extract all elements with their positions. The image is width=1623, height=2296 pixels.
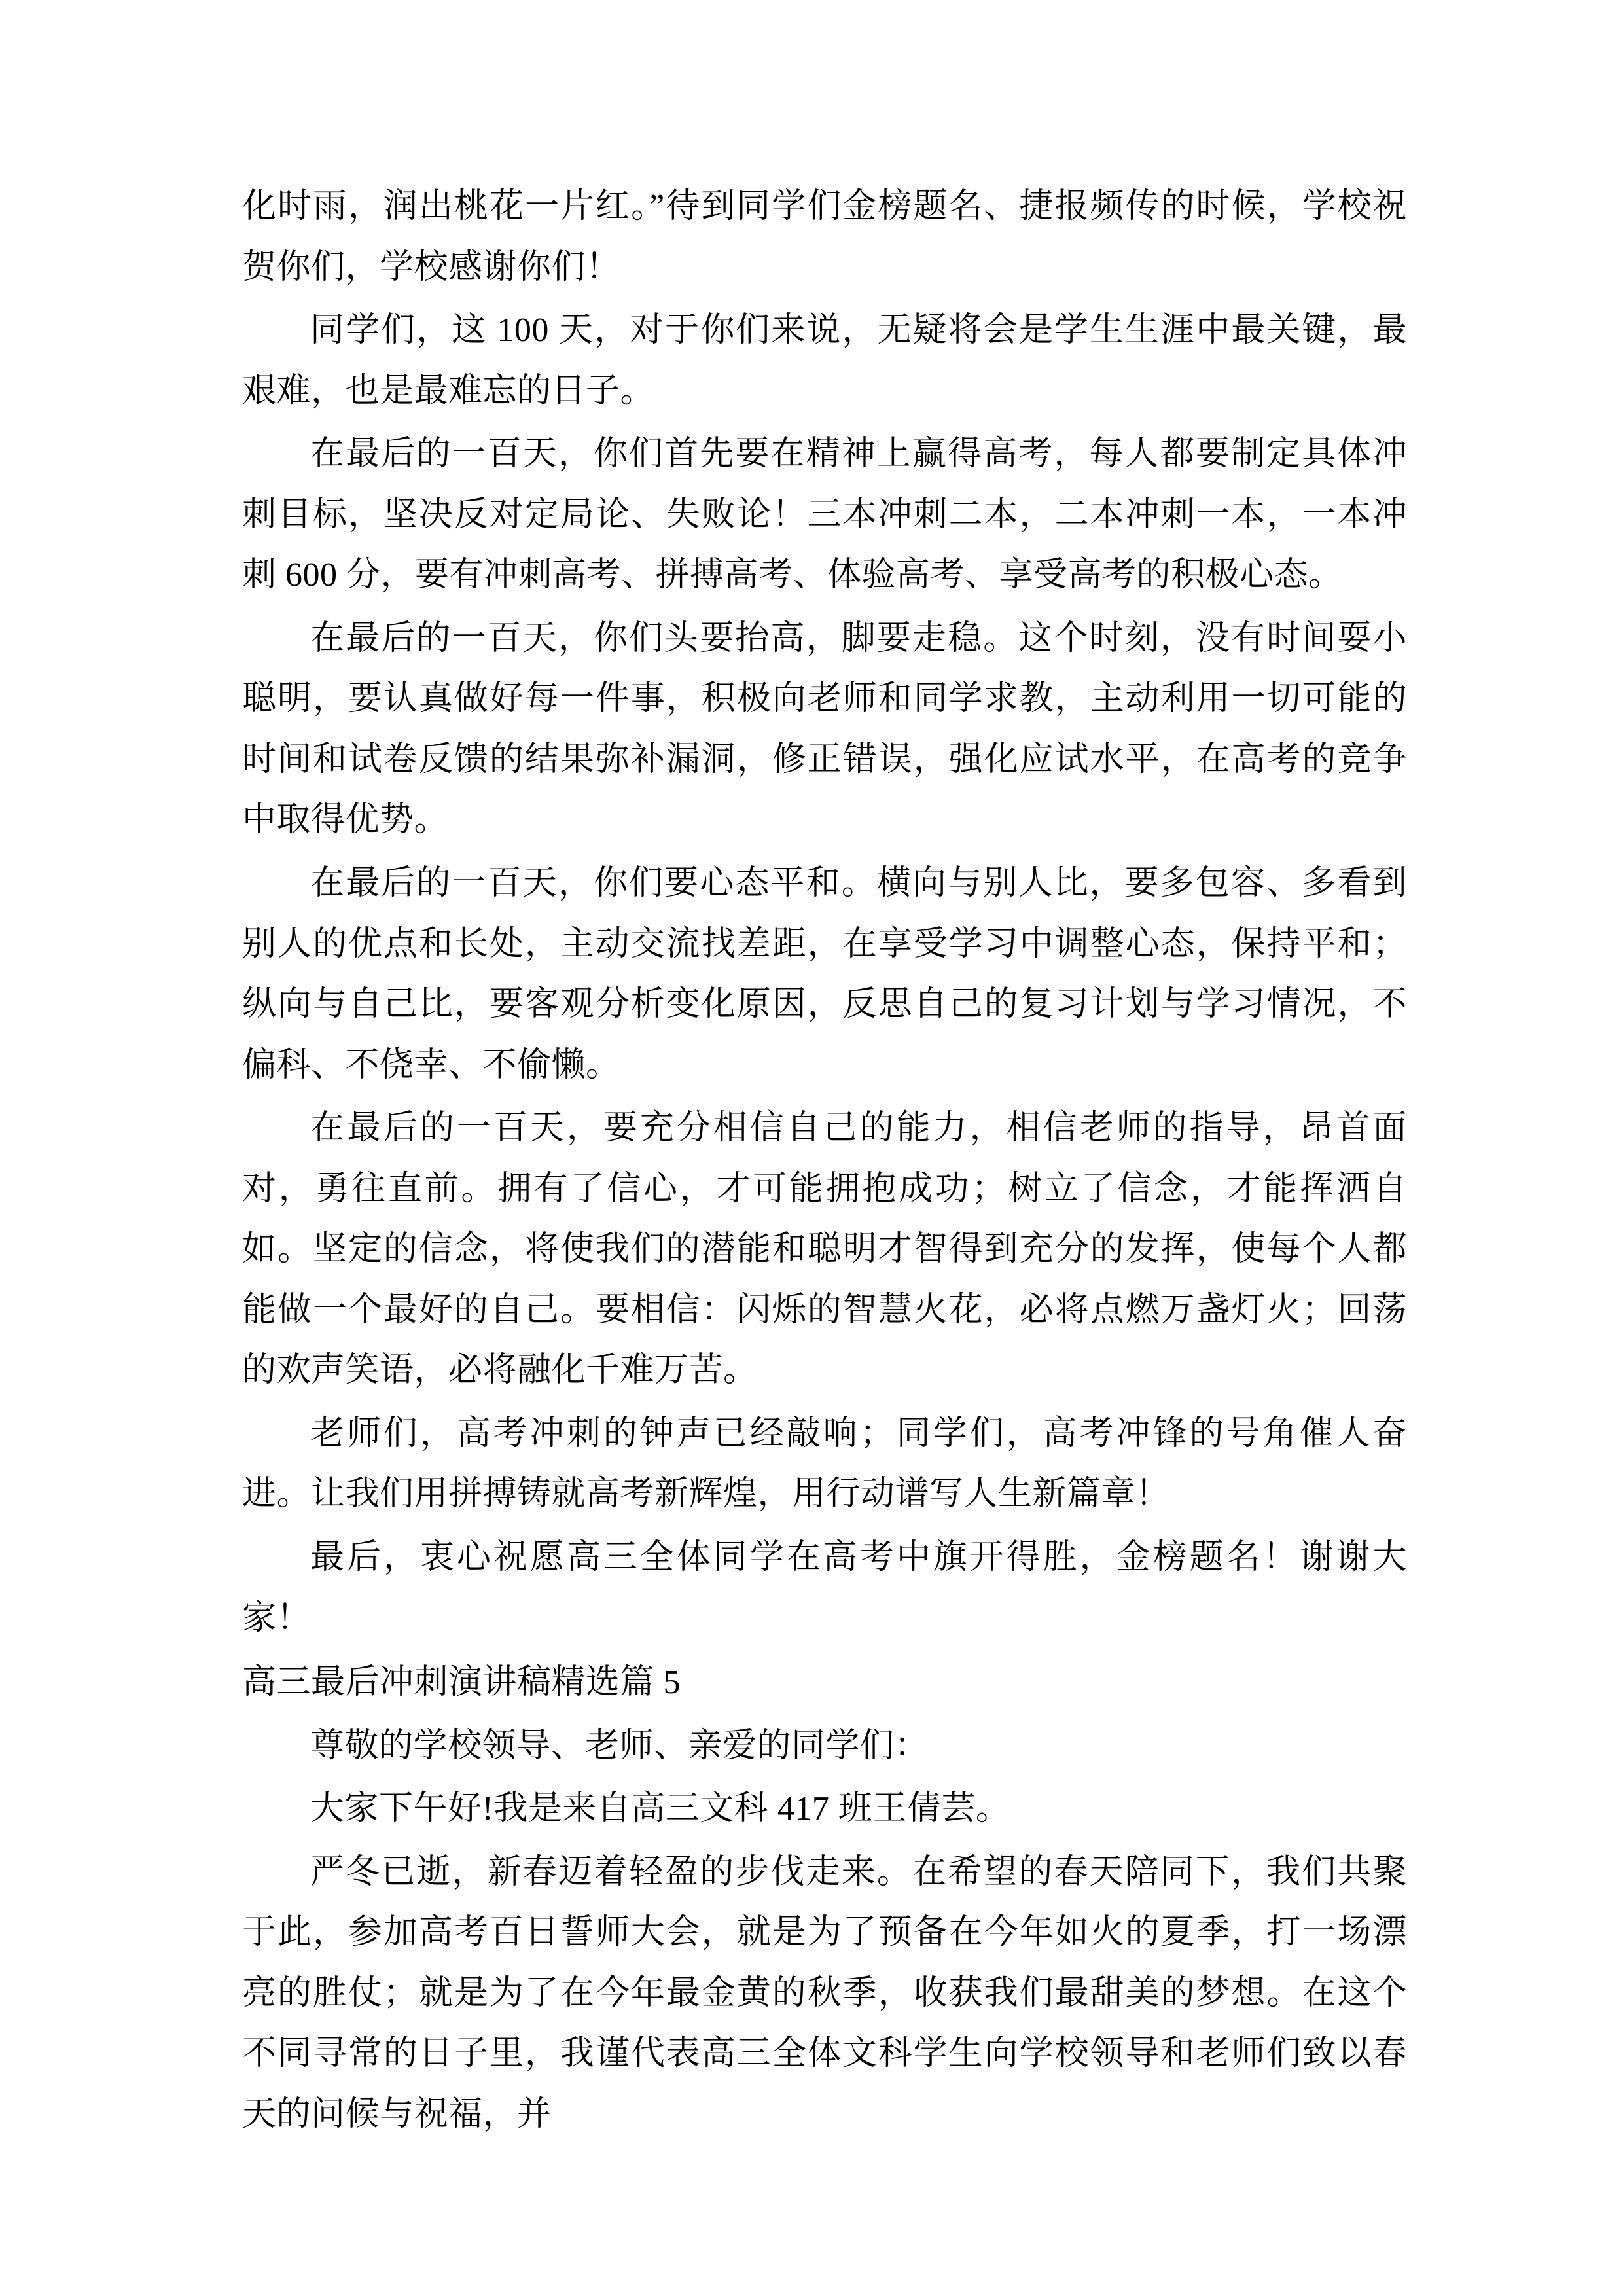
paragraph-self-intro: 大家下午好!我是来自高三文科 417 班王倩芸。 [310,1790,1010,1828]
document-body [242,177,1407,2145]
paragraph-final-wish: 最后，衷心祝愿高三全体同学在高考中旗开得胜，金榜题名！谢谢大家！ [242,1539,1407,1637]
paragraph-confidence: 在最后的一百天，要充分相信自己的能力，相信老师的指导，昂首面对，勇往直前。拥有了信心，才可能拥抱成功；树立了信念，才能挥洒自如。坚定的信念，将使我们的潜能和聪明才智得到充分的发挥，使每个人都能做一个最好的自己。要相信：闪烁的智慧火花，必将点燃万盏灯火；回荡的欢声笑语，必将融化千难万苦。 [242,1109,1407,1390]
paragraph-peaceful-mind: 在最后的一百天，你们要心态平和。横向与别人比，要多包容、多看到别人的优点和长处，主动交流找差距，在享受学习中调整心态，保持平和；纵向与自己比，要客观分析变化原因，反思自己的复习计划与学习情况，不偏科、不侥幸、不偷懒。 [242,865,1407,1084]
section-heading-5: 高三最后冲刺演讲稿精选篇 5 [242,1664,681,1702]
paragraph-winter-gone: 严冬已逝，新春迈着轻盈的步伐走来。在希望的春天陪同下，我们共聚于此，参加高考百日誓师大会，就是为了预备在今年如火的夏季，打一场漂亮的胜仗；就是为了在今年最金黄的秋季，收获我们最甜美的梦想。在这个不同寻常的日子里，我谨代表高三全体文科学生向学校领导和老师们致以春天的问候与祝福，并 [242,1853,1407,2133]
paragraph-bell-rings: 老师们，高考冲刺的钟声已经敲响；同学们，高考冲锋的号角催人奋进。让我们用拼搏铸就高考新辉煌，用行动谱写人生新篇章！ [242,1414,1407,1513]
paragraph-head-up: 在最后的一百天，你们头要抬高，脚要走稳。这个时刻，没有时间耍小聪明，要认真做好每一件事，积极向老师和同学求教，主动利用一切可能的时间和试卷反馈的结果弥补漏洞，修正错误，强化应试水平，在高考的竞争中取得优势。 [242,619,1407,839]
paragraph-spirit-goal: 在最后的一百天，你们首先要在精神上赢得高考，每人都要制定具体冲刺目标，坚决反对定局论、失败论！三本冲刺二本，二本冲刺一本，一本冲刺 600 分，要有冲刺高考、拼搏高考、体验高考、享受高考的积极心态。 [242,435,1407,594]
paragraph-salutation: 尊敬的学校领导、老师、亲爱的同学们： [310,1727,929,1765]
paragraph-continuation: 化时雨，润出桃花一片红。”待到同学们金榜题名、捷报频传的时候，学校祝贺你们，学校感谢你们！ [242,188,1407,286]
paragraph-hundred-days: 同学们，这 100 天，对于你们来说，无疑将会是学生生涯中最关键，最艰难，也是最难忘的日子。 [242,312,1407,410]
